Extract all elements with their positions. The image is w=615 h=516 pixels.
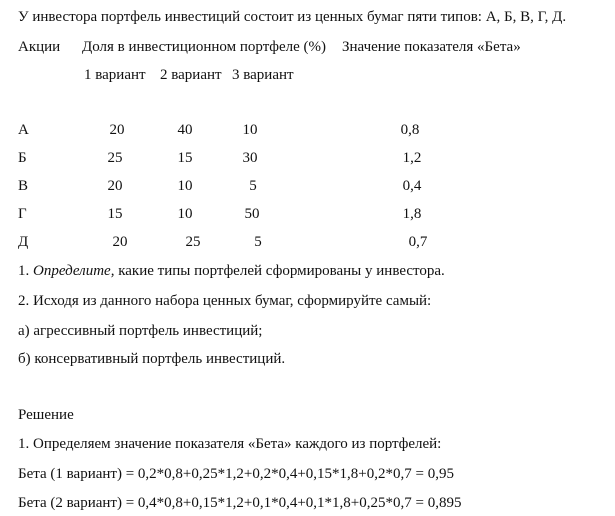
variant-3-label: 3 вариант	[232, 67, 294, 83]
row-name: А	[18, 122, 29, 138]
row-name: Б	[18, 150, 27, 166]
row-v1: 20	[112, 234, 128, 250]
variant-1-label: 1 вариант	[84, 67, 146, 83]
task-1-number: 1.	[18, 263, 33, 279]
variant-2-label: 2 вариант	[160, 67, 222, 83]
solution-step-1: 1. Определяем значение показателя «Бета» каждого из портфелей:	[18, 436, 442, 452]
row-beta: 1,2	[402, 150, 422, 166]
row-beta: 0,7	[408, 234, 428, 250]
row-v2: 15	[177, 150, 193, 166]
row-v1: 25	[107, 150, 123, 166]
row-beta: 0,4	[402, 178, 422, 194]
row-v3: 10	[242, 122, 258, 138]
row-v3: 5	[249, 178, 257, 194]
row-v1: 20	[107, 178, 123, 194]
header-beta: Значение показателя «Бета»	[342, 39, 521, 55]
row-v3: 50	[244, 206, 260, 222]
row-v2: 25	[185, 234, 201, 250]
task-1-text: какие типы портфелей сформированы у инвестора.	[114, 263, 445, 279]
row-v2: 10	[177, 178, 193, 194]
row-v1: 15	[107, 206, 123, 222]
intro-text: У инвестора портфель инвестиций состоит из ценных бумаг пяти типов: А, Б, В, Г, Д.	[18, 9, 567, 25]
row-name: В	[18, 178, 29, 194]
row-beta: 1,8	[402, 206, 422, 222]
header-stocks: Акции	[18, 39, 61, 55]
header-portfolio-share: Доля в инвестиционном портфеле (%)	[82, 39, 327, 55]
row-name: Д	[18, 234, 29, 250]
task-2: 2. Исходя из данного набора ценных бумаг, сформируйте самый:	[18, 293, 432, 309]
beta-variant-2-formula: Бета (2 вариант) = 0,4*0,8+0,15*1,2+0,1*0,4+0,1*1,8+0,25*0,7 = 0,895	[18, 495, 462, 511]
task-2a: а) агрессивный портфель инвестиций;	[18, 323, 263, 339]
beta-variant-1-formula: Бета (1 вариант) = 0,2*0,8+0,25*1,2+0,2*0,4+0,15*1,8+0,2*0,7 = 0,95	[18, 466, 454, 482]
row-name: Г	[18, 206, 27, 222]
row-beta: 0,8	[400, 122, 420, 138]
solution-heading: Решение	[18, 407, 74, 423]
task-2b: б) консервативный портфель инвестиций.	[18, 351, 286, 367]
row-v1: 20	[109, 122, 125, 138]
row-v3: 30	[242, 150, 258, 166]
row-v3: 5	[254, 234, 262, 250]
row-v2: 10	[177, 206, 193, 222]
row-v2: 40	[177, 122, 193, 138]
task-1	[18, 262, 445, 280]
task-1-emphasis: Определите,	[33, 263, 115, 279]
